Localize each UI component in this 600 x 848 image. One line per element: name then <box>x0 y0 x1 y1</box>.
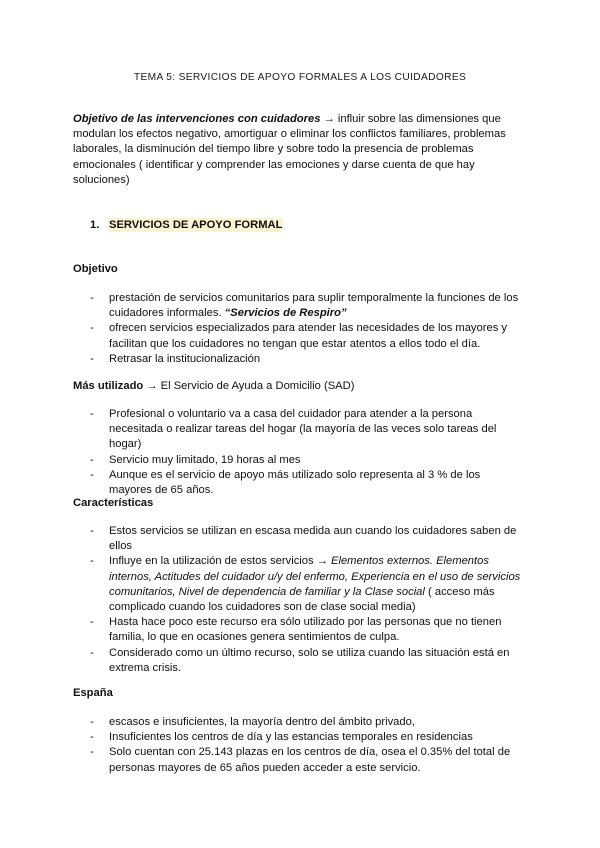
list-item: - Insuficientes los centros de día y las estancias temporales en residencias <box>90 730 526 745</box>
elementos-italic: Elementos externos. Elementos internos, Actitudes del cuidador u/y del enfermo, Experiencia en el uso de servicios comunitarios, Nivel de dependencia de familiar y la Clase social <box>109 555 521 598</box>
list-item: - Retrasar la institucionalización <box>90 352 526 367</box>
bullet-dash: - <box>90 746 94 759</box>
caracteristicas-list <box>90 524 526 676</box>
caracteristicas-heading: Características <box>73 497 154 509</box>
intro-paragraph <box>73 112 525 188</box>
bullet-dash: - <box>90 555 94 568</box>
list-item: - Aunque es el servicio de apoyo más utilizado solo representa al 3 % de los mayores de 65 años. <box>90 468 481 497</box>
list-item: - Hasta hace poco este recurso era sólo utilizado por las personas que no tienen familia, lo que en ocasiones genera sentimientos de culpa. <box>90 616 502 644</box>
mas-utilizado-line <box>73 379 525 394</box>
bullet-dash: - <box>90 352 94 365</box>
bullet-dash: - <box>90 468 94 481</box>
section-number: 1. <box>90 219 100 231</box>
mas-utilizado-label: Más utilizado <box>73 380 144 392</box>
list-item: - prestación de servicios comunitarios para suplir temporalmente la funciones de los cuidadores informales. “Servicios de Respiro” <box>90 292 519 320</box>
bullet-dash: - <box>90 646 94 659</box>
objetivo-heading: Objetivo <box>73 263 118 275</box>
intro-term: Objetivo de las intervenciones con cuidadores <box>73 113 321 125</box>
bullet-dash: - <box>90 525 94 537</box>
list-item: - escasos e insuficientes, la mayoría dentro del ámbito privado, <box>90 715 526 730</box>
intro-arrow: → <box>320 113 338 125</box>
mas-utilizado-list <box>90 407 526 498</box>
bullet-dash: - <box>90 731 94 744</box>
servicios-respiro-emphasis: “Servicios de Respiro” <box>224 307 347 320</box>
list-item: - ofrecen servicios especializados para atender las necesidades de los mayores y facilitan que los cuidadores no tengan que estar atentos a ellos todo el día. <box>90 322 507 350</box>
list-item: - Solo cuentan con 25.143 plazas en los centros de día, osea el 0.35% del total de personas mayores de 65 años pueden acceder a este servicio. <box>90 746 511 774</box>
bullet-dash: - <box>90 322 94 335</box>
list-item: - Servicio muy limitado, 19 horas al mes <box>90 453 526 468</box>
list-item: - Profesional o voluntario va a casa del cuidador para atender a la persona necesitada o realizar tareas del hogar (la mayoría de las veces solo tareas del hogar) <box>90 408 497 451</box>
bullet-dash: - <box>90 292 94 304</box>
intro-text: influir sobre las dimensiones que modulan los efectos negativo, amortiguar o eliminar los conflictos familiares, problemas laborales, la disminución del tiempo libre y sobre todo la presencia de problemas emocionales ( identificar y comprender las emociones y darse cuenta de que hay soluciones) <box>73 113 506 186</box>
objetivo-list <box>90 291 526 367</box>
section-title: SERVICIOS DE APOYO FORMAL <box>109 219 283 231</box>
document-title: TEMA 5: SERVICIOS DE APOYO FORMALES A LOS CUIDADORES <box>133 72 467 83</box>
espana-heading: España <box>73 687 113 699</box>
section-heading <box>90 218 283 233</box>
list-item: - Influye en la utilización de estos servicios → Elementos externos. Elementos internos, Actitudes del cuidador u/y del enfermo, Experiencia en el uso de servicios comunitarios, Nivel de dependencia de familiar y la Clase social ( acceso más complicado cuando los cuidadores son de clase social media) <box>90 555 521 614</box>
bullet-dash: - <box>90 408 94 420</box>
mas-utilizado-text: El Servicio de Ayuda a Domicilio (SAD) <box>160 380 355 392</box>
bullet-dash: - <box>90 453 94 466</box>
bullet-dash: - <box>90 616 94 629</box>
mas-utilizado-arrow: → <box>143 380 161 392</box>
list-item: - Estos servicios se utilizan en escasa medida aun cuando los cuidadores saben de ellos <box>90 525 517 553</box>
espana-list <box>90 715 526 776</box>
list-item: - Considerado como un último recurso, solo se utiliza cuando las situación está en extrema crisis. <box>90 646 510 674</box>
bullet-dash: - <box>90 716 94 728</box>
